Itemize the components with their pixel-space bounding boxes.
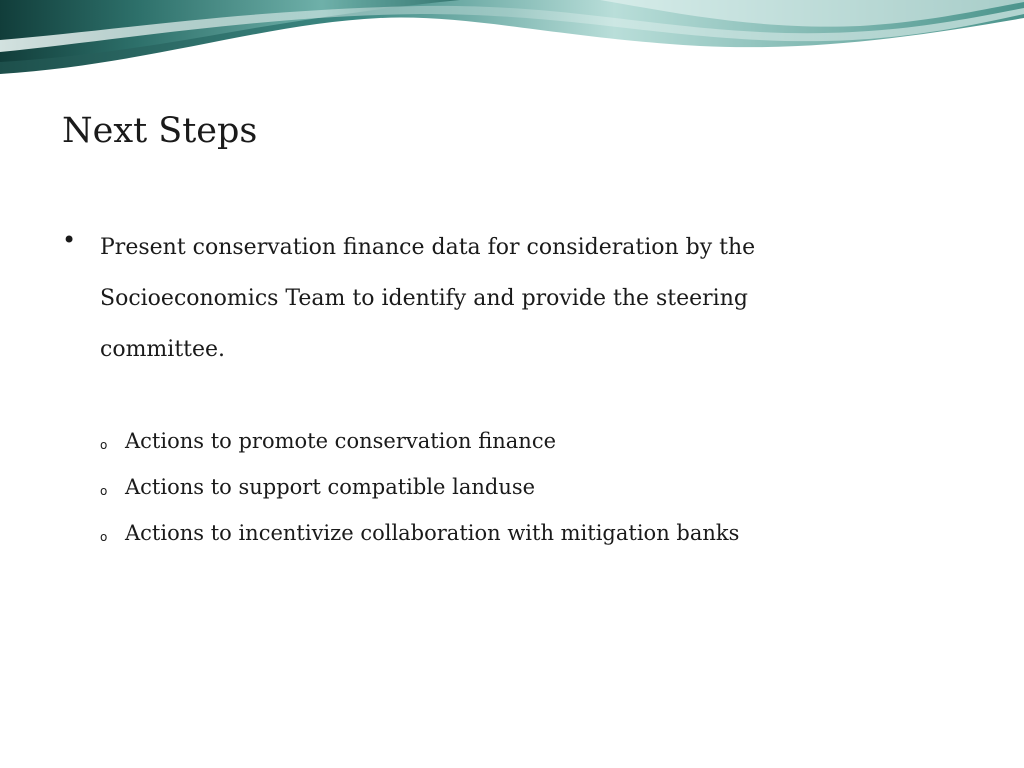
bullet-dot-icon: • — [62, 226, 77, 254]
sub-bullet-list — [100, 424, 860, 562]
sub-bullet-text: Actions to support compatible landuse — [125, 475, 536, 499]
main-bullet-text: Present conservation finance data for consideration by the Socioeconomics Team to identify and provide the steering committee. — [100, 235, 756, 362]
sub-bullet-text: Actions to promote conservation finance — [125, 429, 557, 453]
sub-bullet-item — [100, 470, 860, 516]
sub-bullet-item — [100, 424, 860, 470]
sub-bullet-text: Actions to incentivize collaboration with mitigation banks — [125, 521, 740, 545]
hollow-circle-bullet-icon: o — [100, 530, 108, 544]
main-bullet — [62, 222, 862, 375]
hollow-circle-bullet-icon: o — [100, 438, 108, 452]
hollow-circle-bullet-icon: o — [100, 484, 108, 498]
wave-banner-decoration — [0, 0, 1024, 80]
sub-bullet-item — [100, 516, 860, 562]
slide-title: Next Steps — [62, 111, 258, 151]
